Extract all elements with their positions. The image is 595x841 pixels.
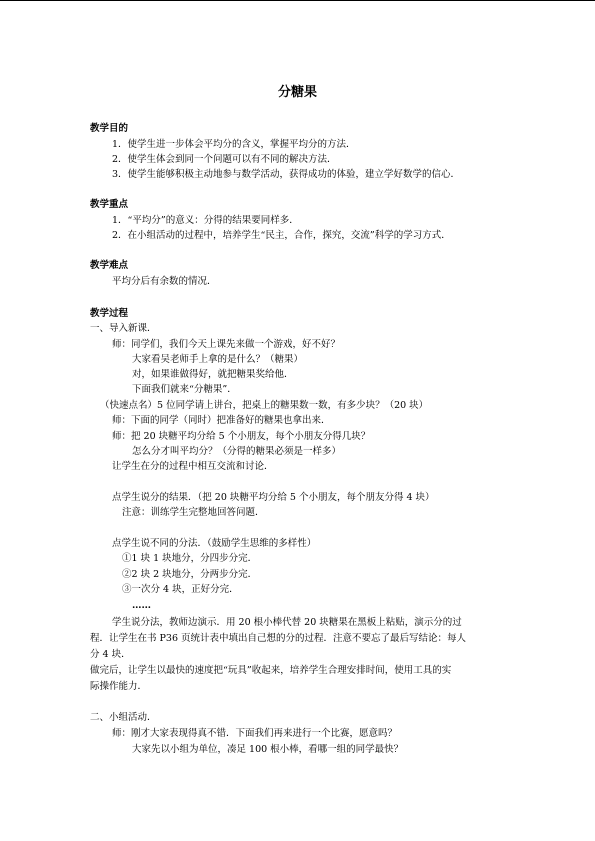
process-line: 学生说分法，教师边演示．用 20 根小棒代替 20 块糖果在黑板上粘贴，演示分的过 <box>112 617 462 628</box>
process-line: 师：下面的同学（同时）把准备好的糖果也拿出来． <box>112 415 331 426</box>
process-line: 程．让学生在书 P36 页统计表中填出自己想的分的过程．注意不要忘了最后写结论：每人 <box>90 633 467 644</box>
goals-heading: 教学目的 <box>90 123 129 134</box>
method-item: ③一次分 4 块，正好分完． <box>122 584 239 595</box>
key-points-heading: 教学重点 <box>90 199 129 210</box>
ellipsis: …… <box>132 600 151 611</box>
process-line: 点学生说不同的分法．（鼓励学生思维的多样性） <box>112 538 317 549</box>
process-line: 大家先以小组为单位，凑足 100 根小棒，看哪一组的同学最快？ <box>132 744 404 755</box>
difficulty-heading: 教学难点 <box>90 260 129 271</box>
goal-item: 2．使学生体会到同一个问题可以有不同的解决方法． <box>112 154 337 165</box>
section-heading: 一、导入新课． <box>90 323 157 334</box>
process-heading: 教学过程 <box>90 308 129 319</box>
key-point-item: 2．在小组活动的过程中，培养学生“民主，合作，探究，交流”科学的学习方式． <box>112 230 451 241</box>
goal-item: 1．使学生进一步体会平均分的含义，掌握平均分的方法． <box>112 139 356 150</box>
process-line: 师：把 20 块糖平均分给 5 个小朋友，每个小朋友分得几块？ <box>112 431 371 442</box>
process-line: 师：同学们，我们今天上课先来做一个游戏，好不好？ <box>112 339 341 350</box>
process-line: （快速点名）5 位同学请上讲台，把桌上的糖果数一数，有多少块？（20 块） <box>100 400 429 411</box>
process-line: 际操作能力． <box>90 681 148 692</box>
process-line: 注意：训练学生完整地回答问题． <box>122 507 265 518</box>
method-item: ①1 块 1 块地分，分四步分完． <box>122 553 258 564</box>
process-line: 对，如果谁做得好，就把糖果奖给他． <box>132 369 294 380</box>
process-line: 师：刚才大家表现得真不错．下面我们再来进行一个比赛，愿意吗？ <box>112 728 398 739</box>
goal-item: 3．使学生能够积极主动地参与数学活动，获得成功的体验，建立学好数学的信心． <box>112 169 461 180</box>
process-line: 让学生在分的过程中相互交流和讨论． <box>112 461 274 472</box>
process-line: 大家看吴老师手上拿的是什么？（糖果） <box>132 354 304 365</box>
difficulty-text: 平均分后有余数的情况． <box>112 276 217 287</box>
method-item: ②2 块 2 块地分，分两步分完． <box>122 569 258 580</box>
key-point-item: 1．“平均分”的意义：分得的结果要同样多． <box>112 215 299 226</box>
process-line: 点学生说分的结果．（把 20 块糖平均分给 5 个小朋友，每个朋友分得 4 块） <box>112 492 435 503</box>
process-line: 分 4 块． <box>90 649 131 660</box>
process-line: 怎么分才叫平均分？（分得的糖果必须是一样多） <box>132 446 342 457</box>
page-title: 分糖果 <box>277 85 317 100</box>
section-heading: 二、小组活动． <box>90 712 157 723</box>
process-line: 下面我们就来“分糖果”． <box>132 384 237 395</box>
process-line: 做完后，让学生以最快的速度把“玩具”收起来，培养学生合理安排时间，使用工具的实 <box>90 665 452 676</box>
